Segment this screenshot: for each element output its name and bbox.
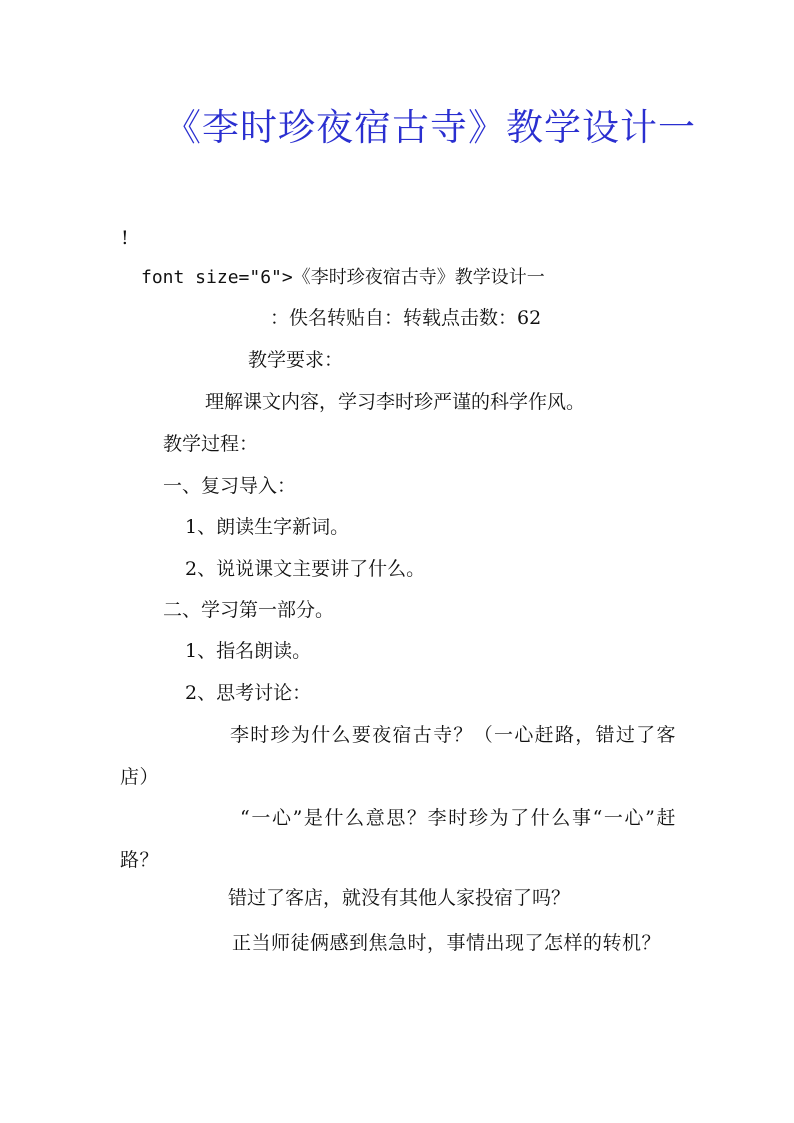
- requirements-text: 理解课文内容，学习李时珍严谨的科学作风。: [205, 391, 586, 413]
- section2-item2: 2、思考讨论：: [185, 682, 312, 704]
- section2-heading: 二、学习第一部分。: [163, 599, 335, 621]
- font-tag-line: font size="6">《李时珍夜宿古寺》教学设计一: [141, 267, 545, 288]
- process-heading: 教学过程：: [163, 433, 259, 455]
- section1-item2: 2、说说课文主要讲了什么。: [185, 558, 426, 580]
- section1-item1: 1、朗读生字新词。: [185, 516, 350, 538]
- question4: 正当师徒俩感到焦急时，事情出现了怎样的转机？: [232, 932, 662, 954]
- question3: 错过了客店，就没有其他人家投宿了吗？: [228, 887, 571, 909]
- section1-heading: 一、复习导入：: [163, 475, 297, 497]
- document-title: 《李时珍夜宿古寺》教学设计一: [164, 106, 696, 149]
- question2: “一心”是什么意思？李时珍为了什么事“一心”赶路？: [120, 807, 676, 871]
- question1: 李时珍为什么要夜宿古寺？（一心赶路，错过了客店）: [120, 724, 676, 788]
- meta-line: ：佚名转贴自：转载点击数：62: [270, 307, 542, 329]
- stray-mark: !: [121, 227, 129, 249]
- requirements-heading: 教学要求：: [248, 349, 344, 371]
- section2-item1: 1、指名朗读。: [185, 640, 312, 662]
